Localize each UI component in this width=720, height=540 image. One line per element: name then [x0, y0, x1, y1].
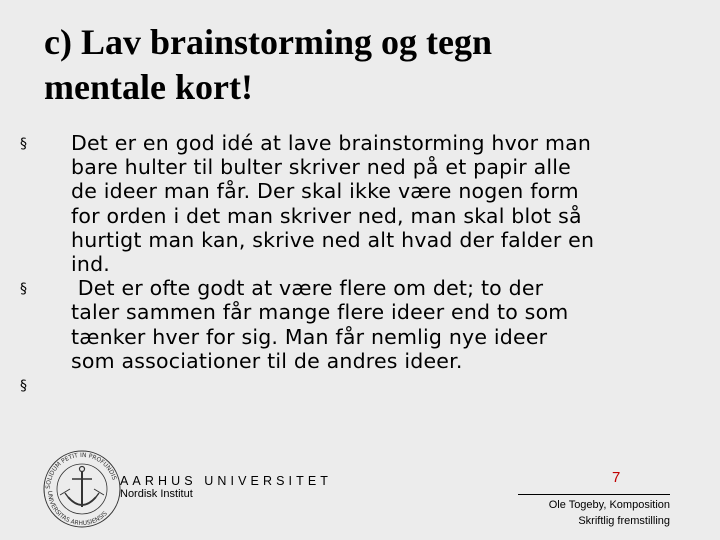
seal-text-bottom: UNIVERSITAS ARHUSIENSIS	[45, 490, 109, 528]
university-name: AARHUS UNIVERSITET	[120, 474, 333, 488]
footer-divider	[518, 494, 670, 495]
bullet-item	[20, 276, 690, 373]
author-block	[549, 498, 670, 529]
bullet-line: de ideer man får. Der skal ikke være nogen form	[71, 179, 579, 204]
page-number: 7	[612, 469, 621, 486]
bullet-item	[20, 131, 690, 276]
bullet-line: hurtigt man kan, skrive ned alt hvad der falder en	[71, 227, 595, 252]
title-line-2: mentale kort!	[44, 67, 253, 107]
seal-text-top: SOLIDUM PETIT IN PROFUNDIS	[44, 451, 118, 490]
author-line-1: Ole Togeby, Komposition	[548, 499, 670, 511]
bullet-line: Det er ofte godt at være flere om det; to der	[71, 276, 544, 301]
slide-title	[44, 20, 684, 110]
bullet-line: Det er en god idé at lave brainstorming hvor man	[71, 131, 592, 155]
bullet-line: ind.	[71, 252, 111, 277]
bullet-line: tænker hver for sig. Man får nemlig nye ideer	[71, 324, 548, 349]
bullet-line: for orden i det man skriver ned, man skal blot så	[71, 203, 582, 228]
bullet-line: som associationer til de andres ideer.	[71, 348, 463, 373]
square-bullet-icon: §	[20, 281, 28, 298]
square-bullet-icon: §	[20, 136, 28, 152]
university-seal-logo	[38, 449, 126, 529]
title-line-1: c) Lav brainstorming og tegn	[44, 22, 492, 62]
author-line-2: Skriftlig fremstilling	[578, 514, 670, 527]
svg-text:UNIVERSITAS ARHUSIENSIS	[46, 491, 109, 527]
institute-name: Nordisk Institut	[120, 488, 193, 500]
bullet-line: taler sammen får mange flere ideer end to som	[71, 300, 569, 325]
bullet-list	[20, 131, 690, 395]
square-bullet-icon: §	[20, 378, 28, 395]
bullet-line: bare hulter til bulter skriver ned på et papir alle	[71, 155, 571, 180]
